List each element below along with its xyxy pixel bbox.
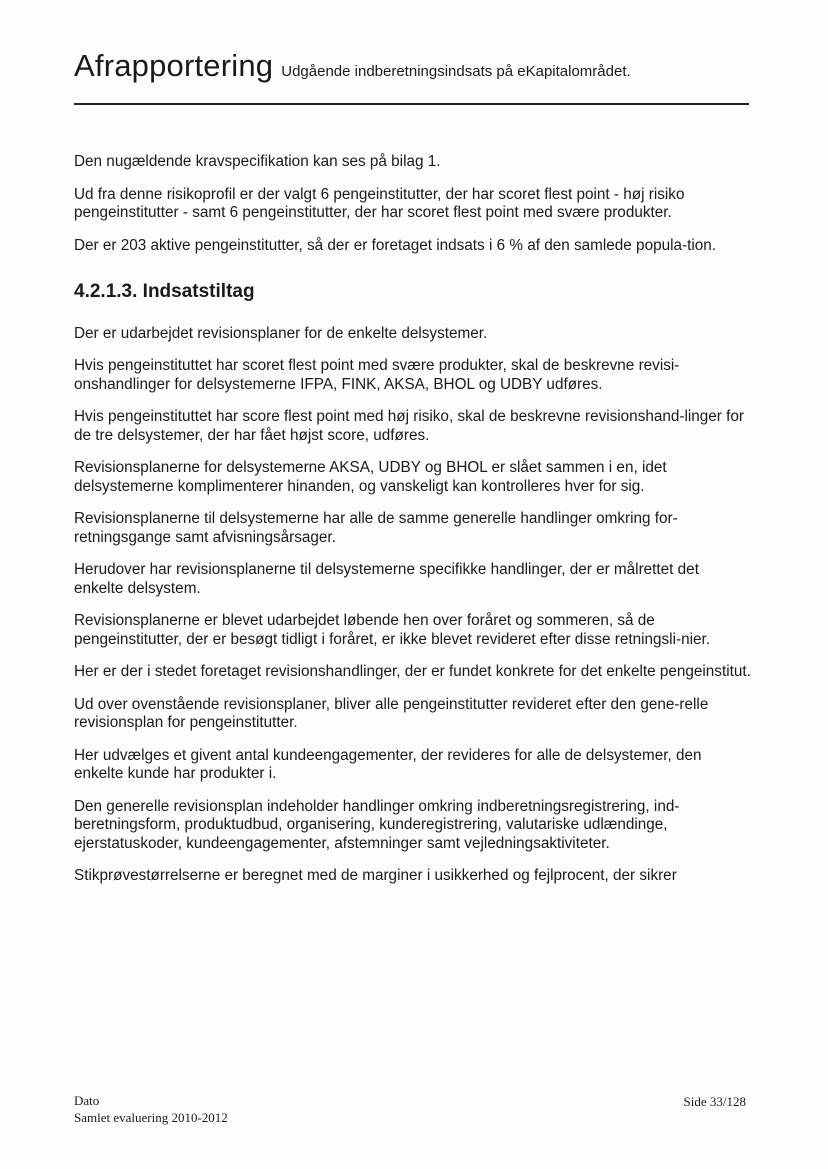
paragraph: Revisionsplanerne for delsystemerne AKSA, UDBY og BHOL er slået sammen i en, idet delsystemerne komplimenterer hinanden, og vanskeligt kan kontrolleres hver for sig.	[74, 459, 667, 495]
paragraph: Hvis pengeinstituttet har scoret flest point med svære produkter, skal de beskrevne revisi-onshandlinger for delsystemerne IFPA, FINK, AKSA, BHOL og UDBY udføres.	[74, 357, 680, 393]
page-number: Side 33/128	[683, 1094, 746, 1109]
paragraph: Den nugældende kravspecifikation kan ses på bilag 1.	[74, 153, 441, 170]
paragraph: Revisionsplanerne til delsystemerne har alle de samme generelle handlinger omkring for-retningsgange samt afvisningsårsager.	[74, 510, 678, 546]
footer-doc-title: Samlet evaluering 2010-2012	[74, 1110, 228, 1125]
paragraph: Her er der i stedet foretaget revisionshandlinger, der er fundet konkrete for det enkelte pengeinstitut.	[74, 663, 751, 680]
paragraph: Herudover har revisionsplanerne til delsystemerne specifikke handlinger, der er målrettet det enkelte delsystem.	[74, 561, 699, 597]
paragraph: Ud fra denne risikoprofil er der valgt 6 pengeinstitutter, der har scoret flest point - høj risiko pengeinstitutter - samt 6 pengeinstitutter, der har scoret flest point med svære produkter.	[74, 185, 685, 221]
section-heading: 4.2.1.3. Indsatstiltag	[74, 281, 255, 302]
paragraph: Her udvælges et givent antal kundeengagementer, der revideres for alle de delsystemer, den enkelte kunde har produkter i.	[74, 746, 702, 782]
footer-left	[74, 1092, 228, 1126]
paragraph: Der er udarbejdet revisionsplaner for de enkelte delsystemer.	[74, 324, 488, 342]
document-body	[74, 153, 752, 900]
paragraph: Den generelle revisionsplan indeholder handlinger omkring indberetningsregistrering, ind-beretningsform, produktudbud, organisering, kunderegistrering, valutariske udlændinge, ejerstatuskoder, kundeengagementer, afstemninger samt vejledningsaktiviteter.	[74, 797, 680, 852]
paragraph: Revisionsplanerne er blevet udarbejdet løbende hen over foråret og sommeren, så de pengeinstitutter, der er besøgt tidligt i foråret, er ikke blevet revideret efter disse retningsli-nier.	[74, 612, 710, 648]
header-title: Afrapportering	[74, 48, 274, 83]
header-rule	[74, 103, 749, 105]
paragraph: Der er 203 aktive pengeinstitutter, så der er foretaget indsats i 6 % af den samlede popula-tion.	[74, 236, 716, 254]
header-subtitle: Udgående indberetningsindsats på eKapitalområdet.	[281, 63, 631, 80]
paragraph: Hvis pengeinstituttet har score flest point med høj risiko, skal de beskrevne revisionshand-linger for de tre delsystemer, der har fået højst score, udføres.	[74, 408, 744, 444]
footer-date-label: Dato	[74, 1093, 100, 1108]
paragraph: Stikprøvestørrelserne er beregnet med de marginer i usikkerhed og fejlprocent, der sikrer	[74, 867, 677, 884]
paragraph: Ud over ovenstående revisionsplaner, bliver alle pengeinstitutter revideret efter den gene-relle revisionsplan for pengeinstitutter.	[74, 695, 709, 731]
page-header	[74, 48, 749, 84]
